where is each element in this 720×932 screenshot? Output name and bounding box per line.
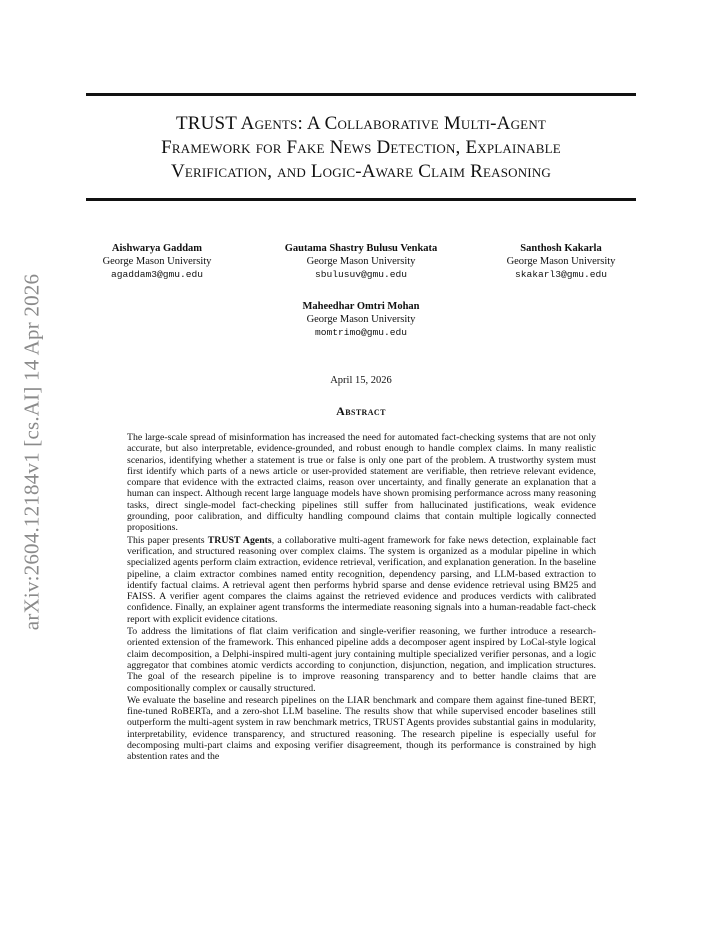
author-name: Santhosh Kakarla	[520, 243, 602, 254]
author-entry	[461, 242, 661, 281]
author-name: Aishwarya Gaddam	[111, 243, 203, 254]
author-name: Gautama Shastry Bulusu Venkata	[284, 243, 438, 254]
title-top-rule	[86, 93, 636, 96]
abstract-paragraph: The large-scale spread of misinformation has increased the need for automated fact-checking systems that are not only accurate, but also interpretable, evidence-grounded, and robust enough to handle complex claims. In many realistic scenarios, identifying whether a statement is true or false is only one part of the problem. A trustworthy system must first identify which parts of a news article or user-provided statement are verifiable, then retrieve relevant evidence, compare that evidence with the extracted claims, reason over uncertainty, and finally generate an explanation that a human can inspect. Although recent large language models have shown promising performance across many reasoning tasks, direct single-model fact-checking pipelines still suffer from hallucinated justifications, weak evidence grounding, poor calibration, and difficulty handling compound claims that contain multiple logically connected propositions.	[127, 432, 596, 534]
author-email: momtrimo@gmu.edu	[314, 327, 408, 338]
title-line-3: Verification, and Logic-Aware Claim Reasoning	[170, 161, 552, 182]
author-entry	[57, 242, 257, 281]
arxiv-identifier-stamp	[14, 262, 50, 642]
author-entry	[261, 300, 461, 339]
abstract-paragraph: To address the limitations of flat claim verification and single-verifier reasoning, we further introduce a research-oriented extension of the framework. This enhanced pipeline adds a decomposer agent inspired by LoCal-style logical claim decomposition, a Delphi-inspired multi-agent jury containing multiple specialized verifier personas, and a logic aggregator that combines atomic verdicts according to conjunction, disjunction, negation, and implication structures. The goal of the research pipeline is to improve reasoning transparency and to better handle claims that are compositionally complex or causally structured.	[127, 626, 596, 694]
author-email: agaddam3@gmu.edu	[110, 269, 204, 280]
author-affiliation: George Mason University	[102, 256, 212, 267]
abstract-text: , a collaborative multi-agent framework for fake news detection, explainable fact verification, and structured reasoning over complex claims. The system is organized as a modular pipeline in which specialized agents perform claim extraction, evidence retrieval, verification, and explanation generation. In the baseline pipeline, a claim extractor combines named entity recognition, dependency parsing, and LLM-based extraction to identify factual claims. A retrieval agent then performs hybrid sparse and dense evidence retrieval using BM25 and FAISS. A verifier agent compares the claims against the retrieved evidence and produces verdicts with calibrated confidence. Finally, an explainer agent transforms the intermediate reasoning signals into a human-readable fact-check report with explicit evidence citations.	[127, 534, 597, 625]
title-line-1: TRUST Agents: A Collaborative Multi-Agent	[175, 113, 547, 134]
author-email: sbulusuv@gmu.edu	[314, 269, 408, 280]
author-name: Maheedhar Omtri Mohan	[302, 301, 420, 312]
paper-title	[86, 112, 636, 184]
author-affiliation: George Mason University	[306, 314, 416, 325]
system-name-bold: TRUST Agents	[207, 534, 272, 546]
abstract-text: This paper presents	[127, 534, 208, 546]
abstract-paragraph: We evaluate the baseline and research pipelines on the LIAR benchmark and compare them against fine-tuned BERT, fine-tuned RoBERTa, and a zero-shot LLM baseline. The results show that while supervised encoder baselines still outperform the multi-agent system in raw benchmark metrics, TRUST Agents provides substantial gains in modularity, interpretability, evidence transparency, and structured reasoning. The research pipeline is especially useful for decomposing multi-part claims and exposing verifier disagreement, though its performance is constrained by high abstention rates and the	[127, 694, 596, 763]
abstract-paragraph	[127, 535, 596, 625]
title-line-2: Framework for Fake News Detection, Explainable	[161, 137, 561, 158]
title-bottom-rule	[86, 198, 636, 201]
author-affiliation: George Mason University	[506, 256, 616, 267]
arxiv-identifier-text: arXiv:2604.12184v1 [cs.AI] 14 Apr 2026	[19, 273, 44, 631]
author-entry	[261, 242, 461, 281]
abstract-body	[127, 432, 596, 764]
author-affiliation: George Mason University	[306, 256, 416, 267]
publication-date: April 15, 2026	[330, 375, 392, 386]
abstract-heading: Abstract	[336, 404, 386, 418]
author-email: skakarl3@gmu.edu	[514, 269, 608, 280]
